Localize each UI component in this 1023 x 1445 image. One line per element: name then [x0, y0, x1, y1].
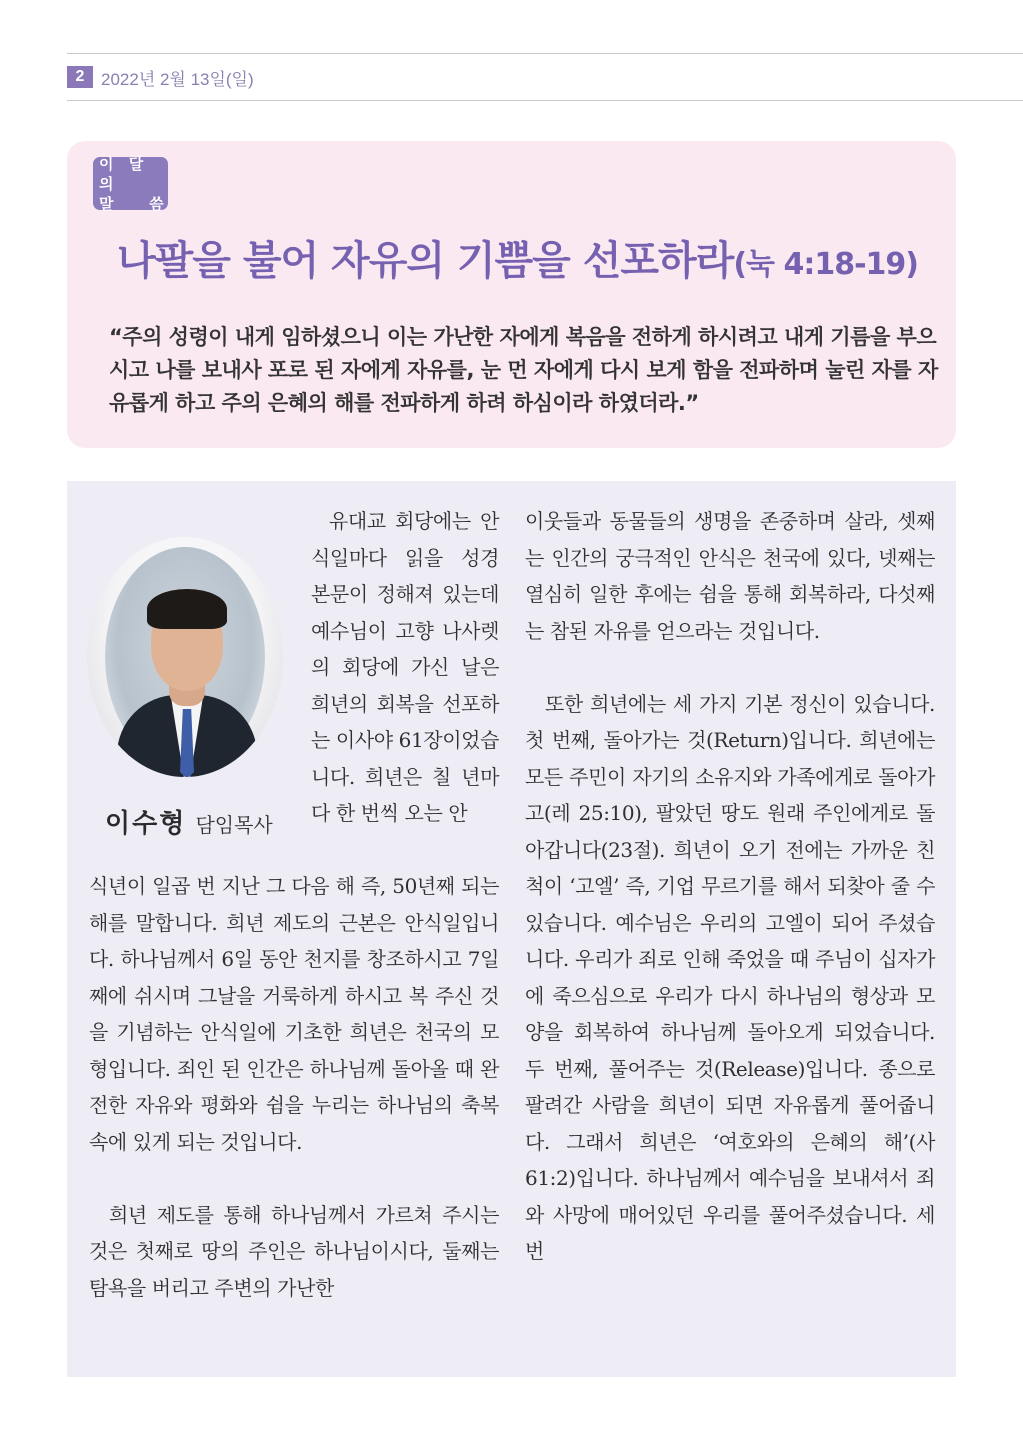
author-name: 이수형	[105, 809, 187, 839]
article-paragraph: 이웃들과 동물들의 생명을 존중하며 살라, 셋째는 인간의 궁극적인 안식은 천국에 있다, 넷째는 열심히 일한 후에는 쉼을 통해 회복하라, 다섯째는 참된 자유를 얻으라는 것입니다.	[525, 509, 935, 643]
header-bottom-rule	[67, 100, 1023, 101]
header-top-rule	[67, 53, 1023, 54]
article-column-1-intro	[311, 503, 499, 832]
article-paragraph: 유대교 회당에는 안식일마다 읽을 성경 본문이 정해져 있는데 예수님이 고향 나사렛의 회당에 가신 날은 희년의 회복을 선포하는 이사야 61장이었습니다. 희년은 칠 년마다 한 번씩 오는 안	[311, 509, 499, 825]
page-number: 2	[67, 66, 93, 88]
article-paragraph: 희년 제도를 통해 하나님께서 가르쳐 주시는 것은 첫째로 땅의 주인은 하나님이시다, 둘째는 탐욕을 버리고 주변의 가난한	[89, 1202, 499, 1300]
monthly-word-tag	[93, 154, 169, 213]
verse-quote: “주의 성령이 내게 임하셨으니 이는 가난한 자에게 복음을 전하게 하시려고 내게 기름을 부으시고 나를 보내사 포로 된 자에게 자유를, 눈 먼 자에게 다시 보게 함을 전파하며 눌린 자를 자유롭게 하고 주의 은혜의 해를 전파하게 하려 하심이라 하였더라.”	[109, 325, 938, 415]
article-column-1	[89, 868, 499, 1306]
author-byline	[105, 803, 273, 840]
article-paragraph: 또한 희년에는 세 가지 기본 정신이 있습니다. 첫 번째, 돌아가는 것(Return)입니다. 희년에는 모든 주민이 자기의 소유지와 가족에게로 돌아가고(레 25:10), 팔았던 땅도 원래 주인에게로 돌아갑니다(23절). 희년이 오기 전에는 가까운 친척이 ‘고엘’ 즉, 기업 무르기를 해서 되찾아 줄 수 있습니다. 예수님은 우리의 고엘이 되어 주셨습니다. 우리가 죄로 인해 죽었을 때 주님이 십자가에 죽으심으로 우리가 다시 하나님의 형상과 모양을 회복하여 하나님께 돌아오게 되었습니다. 두 번째, 풀어주는 것(Release)입니다. 종으로 팔려간 사람을 희년이 되면 자유롭게 풀어줍니다. 그래서 희년은 ‘여호와의 은혜의 해’(사 61:2)입니다. 하나님께서 예수님을 보내셔서 죄와 사망에 매어있던 우리를 풀어주셨습니다. 세 번	[525, 691, 935, 1263]
author-role: 담임목사	[195, 813, 273, 837]
verse-title-reference: (눅 4:18-19)	[733, 247, 918, 282]
article-paragraph: 식년이 일곱 번 지난 그 다음 해 즉, 50년째 되는 해를 말합니다. 희년 제도의 근본은 안식일입니다. 하나님께서 6일 동안 천지를 창조하시고 7일째에 쉬시며 그날을 거룩하게 하시고 복 주신 것을 기념하는 안식일에 기초한 희년은 천국의 모형입니다. 죄인 된 인간은 하나님께 돌아올 때 완전한 자유와 평화와 쉼을 누리는 하나님의 축복 속에 있게 되는 것입니다.	[89, 874, 499, 1154]
issue-date: 2022년 2월 13일(일)	[101, 69, 254, 89]
sermon-article	[67, 481, 956, 1377]
verse-title	[117, 229, 937, 286]
tag-line-1: 이 달 의	[99, 154, 149, 193]
tag-line-2: 말 씀	[99, 194, 169, 213]
article-column-2	[525, 503, 935, 1270]
page-header	[67, 64, 254, 90]
monthly-verse-box	[67, 141, 956, 448]
pastor-photo	[87, 537, 283, 777]
verse-title-text: 나팔을 불어 자유의 기쁨을 선포하라	[117, 238, 734, 284]
